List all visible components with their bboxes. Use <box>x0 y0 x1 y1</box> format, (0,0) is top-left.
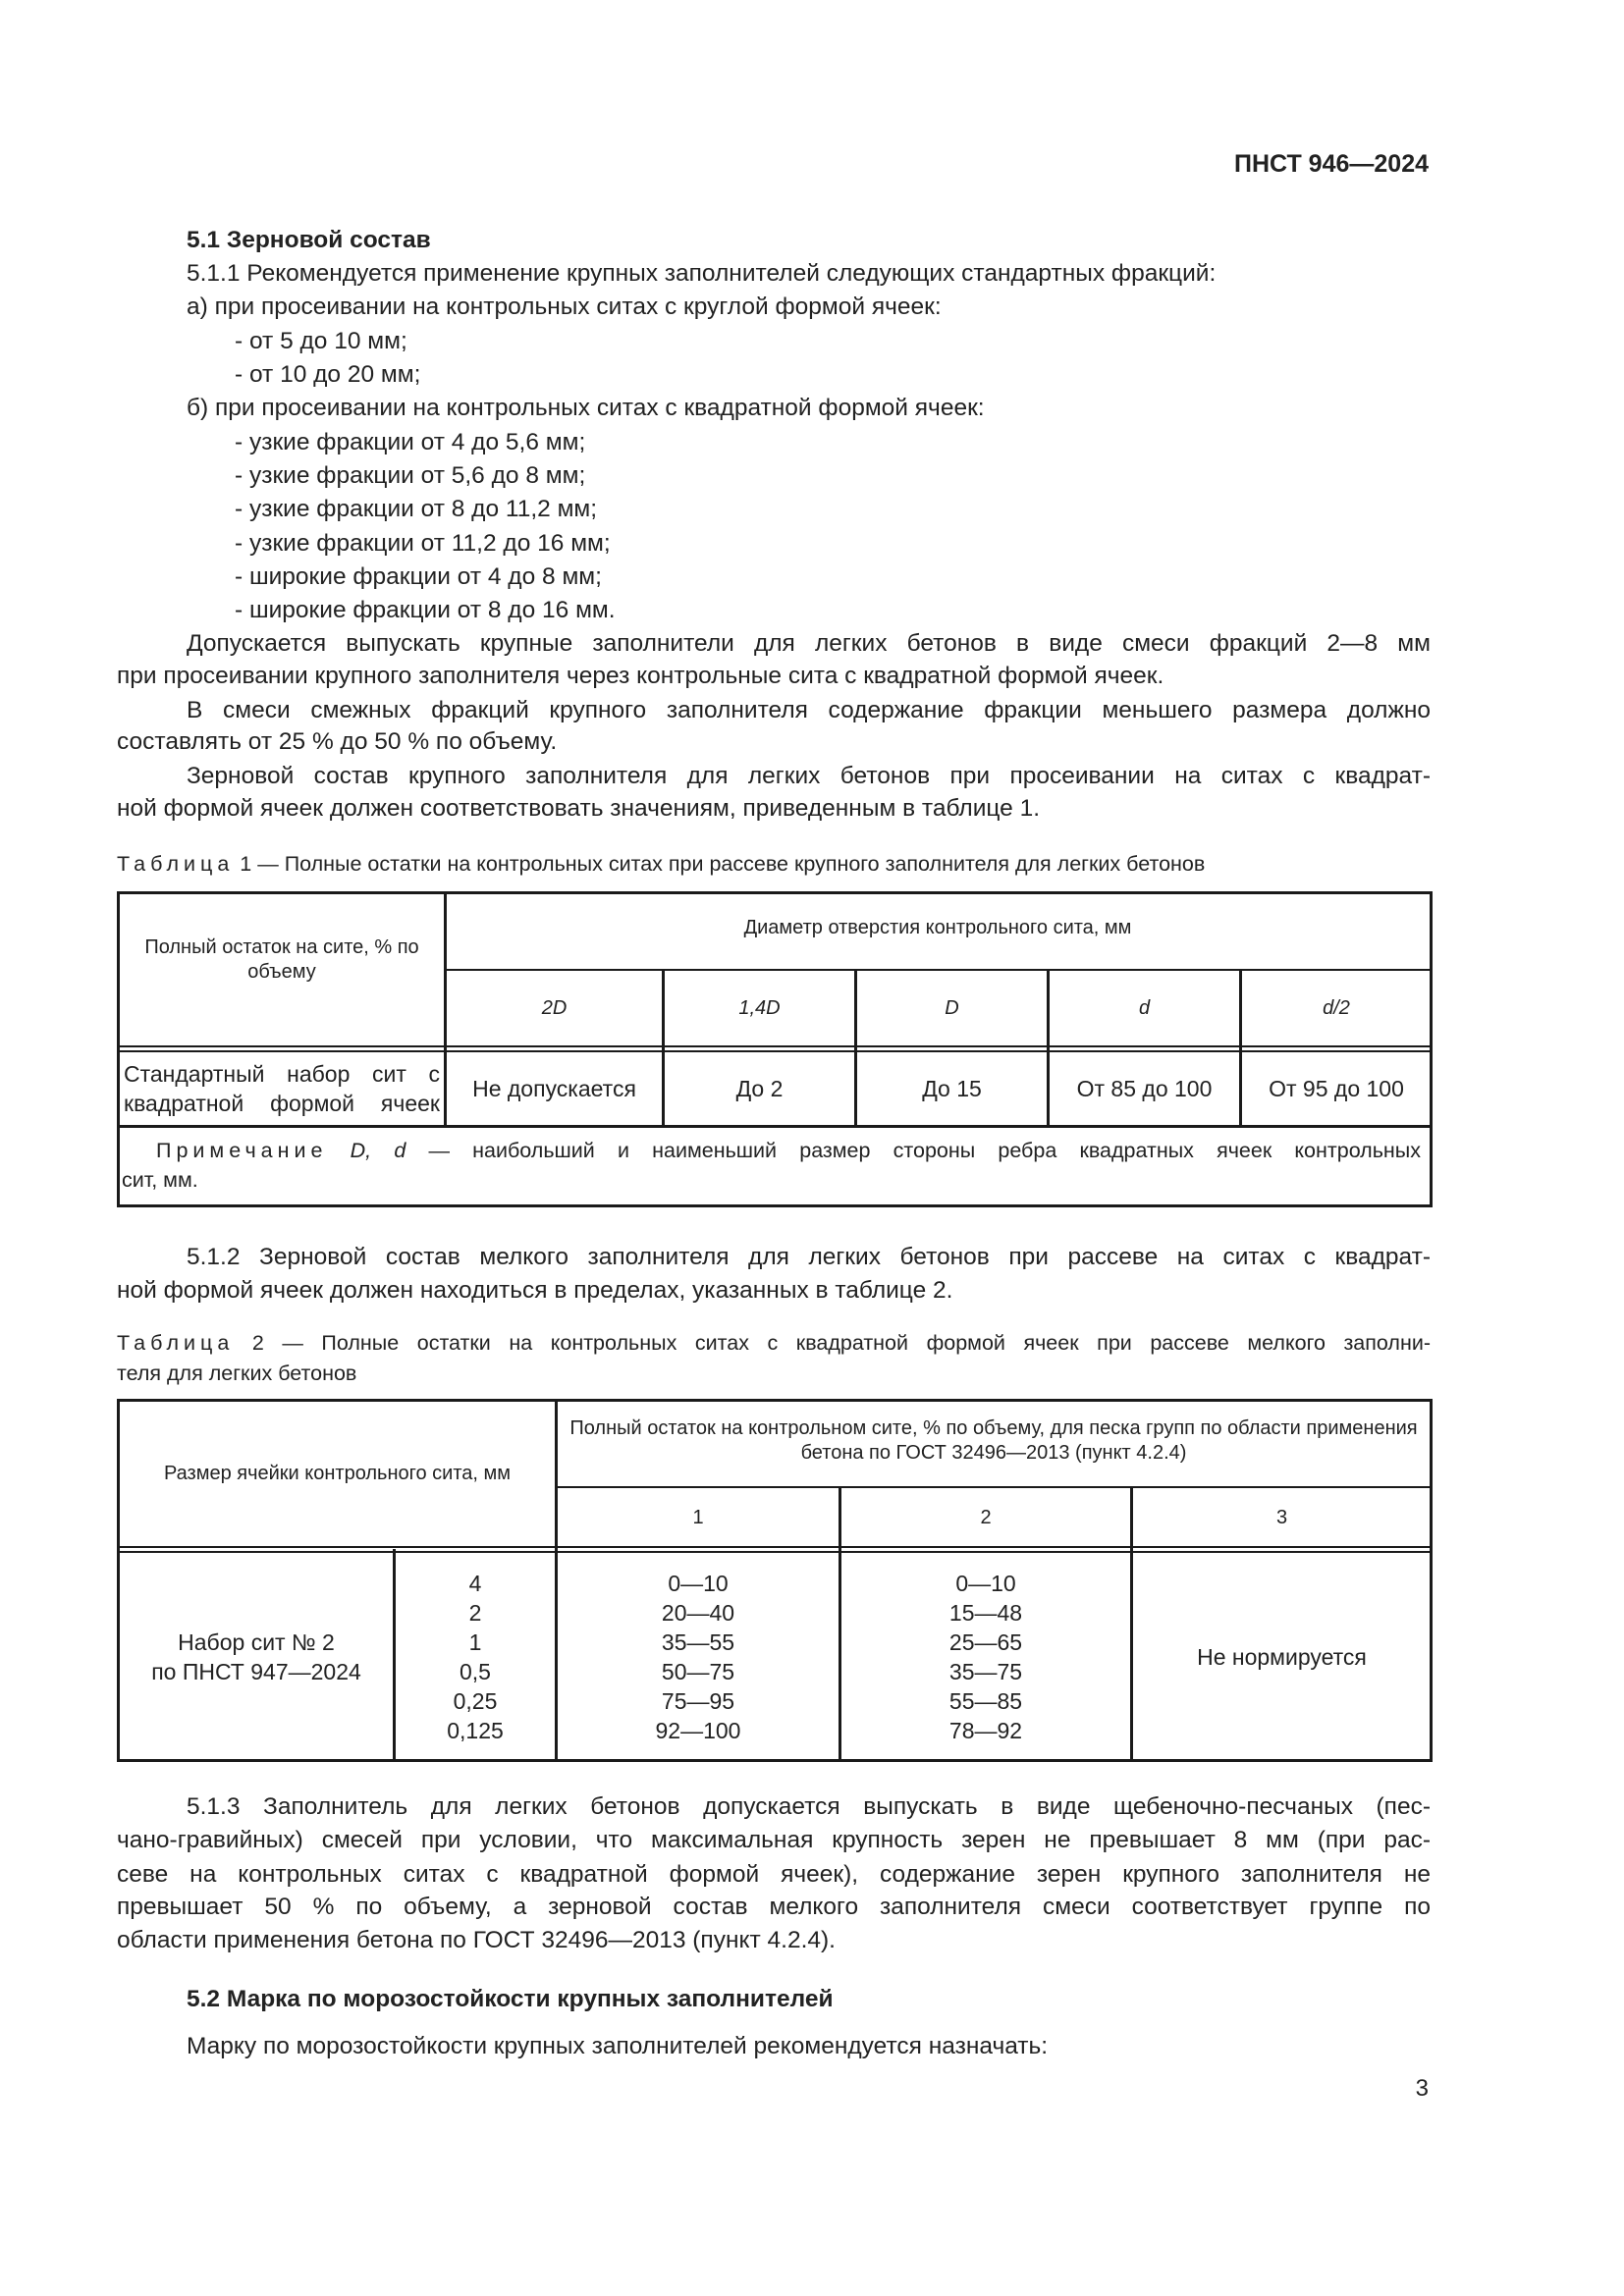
paragraph-line: Допускается выпускать крупные заполнители для легких бетонов в виде смеси фракций 2—8 мм <box>187 630 1431 657</box>
table2-col-header: 3 <box>1275 1506 1288 1528</box>
table2-group-header: Полный остаток на контрольном сите, % по объему, для песка групп по области применения бетона по ГОСТ 32496—2013 (пункт 4.2.4) <box>569 1417 1418 1464</box>
residue-range: 0—10 <box>955 1571 1016 1596</box>
table2-divider <box>117 1546 1433 1548</box>
residue-range: 75—95 <box>661 1688 735 1714</box>
table2-row-header: Размер ячейки контрольного сита, мм <box>163 1462 512 1484</box>
residue-range: 50—75 <box>661 1659 735 1684</box>
table2-caption <box>117 1328 1431 1358</box>
table2-group1 <box>558 1554 839 1760</box>
table2-divider <box>117 1551 1433 1553</box>
table1-divider <box>117 1050 1433 1052</box>
table2-sizes <box>396 1554 555 1760</box>
residue-range: 20—40 <box>661 1600 735 1626</box>
note-text: — наибольший и наименьший размер стороны ребра квадратных ячеек контрольных <box>428 1139 1421 1162</box>
sieve-size: 0,25 <box>453 1688 498 1714</box>
residue-range: 35—75 <box>948 1659 1023 1684</box>
note-label: Примечание <box>156 1139 328 1162</box>
paragraph-line: севе на контрольных ситах с квадратной формой ячеек), содержание зерен крупного заполнителя не <box>117 1861 1431 1888</box>
paragraph-line: области применения бетона по ГОСТ 32496—2013 (пункт 4.2.4). <box>117 1927 836 1953</box>
list-subitem: - узкие фракции от 5,6 до 8 мм; <box>235 462 586 489</box>
sieve-set-line: по ПНСТ 947—2024 <box>151 1659 361 1684</box>
section-heading-5-2: 5.2 Марка по морозостойкости крупных заполнителей <box>187 1986 834 2012</box>
list-subitem: - узкие фракции от 11,2 до 16 мм; <box>235 530 611 557</box>
table2-group3: Не нормируется <box>1197 1644 1367 1670</box>
sieve-size: 1 <box>468 1629 482 1655</box>
sieve-size: 2 <box>468 1600 482 1626</box>
table1-col-header: 1,4D <box>738 996 781 1019</box>
table1-caption-text: 1 — Полные остатки на контрольных ситах при рассеве крупного заполнителя для легких бетонов <box>234 852 1206 876</box>
table1-col-header: 2D <box>541 996 568 1019</box>
list-subitem: - широкие фракции от 8 до 16 мм. <box>235 597 616 623</box>
paragraph-line: составлять от 25 % до 50 % по объему. <box>117 728 558 755</box>
list-subitem: - узкие фракции от 4 до 5,6 мм; <box>235 429 586 455</box>
table1-row-label-text: Стандартный набор сит с квадратной формой ячеек <box>124 1061 440 1116</box>
paragraph-line: Зерновой состав крупного заполнителя для легких бетонов при просеивании на ситах с квадрат- <box>187 763 1431 789</box>
table1-caption <box>117 849 1205 879</box>
paragraph-line: ной формой ячеек должен соответствовать значениям, приведенным в таблице 1. <box>117 795 1041 822</box>
residue-range: 25—65 <box>948 1629 1023 1655</box>
list-item-b: б) при просеивании на контрольных ситах с квадратной формой ячеек: <box>187 395 985 421</box>
table2-divider <box>555 1486 1431 1488</box>
paragraph-line: 5.1.2 Зерновой состав мелкого заполнителя для легких бетонов при рассеве на ситах с квадрат- <box>187 1244 1431 1270</box>
paragraph-line: 5.1.3 Заполнитель для легких бетонов допускается выпускать в виде щебеночно-песчаных (пес- <box>187 1793 1431 1820</box>
paragraph-line: Марку по морозостойкости крупных заполнителей рекомендуется назначать: <box>187 2033 1049 2059</box>
table1-cell: Не допускается <box>472 1076 636 1101</box>
note-vars: D, d <box>350 1139 406 1162</box>
document-id: ПНСТ 946—2024 <box>1234 150 1429 178</box>
paragraph-line: при просеивании крупного заполнителя через контрольные сита с квадратной формой ячеек. <box>117 663 1164 689</box>
table1-note-cont: сит, мм. <box>122 1168 198 1192</box>
paragraph-line: ной формой ячеек должен находиться в пределах, указанных в таблице 2. <box>117 1277 953 1304</box>
table1-cell: От 85 до 100 <box>1076 1076 1213 1101</box>
table2-col-header: 1 <box>692 1506 704 1528</box>
list-subitem: - от 10 до 20 мм; <box>235 361 421 388</box>
table1-col-header: d/2 <box>1323 996 1350 1019</box>
table1-cell: До 2 <box>735 1076 784 1101</box>
sieve-set-line: Набор сит № 2 <box>178 1629 335 1655</box>
table1-caption-label: Таблица <box>117 852 235 876</box>
residue-range: 92—100 <box>655 1718 741 1743</box>
residue-range: 35—55 <box>661 1629 735 1655</box>
table1-row-label <box>124 1053 440 1124</box>
table1-col-header: D <box>945 996 959 1019</box>
section-heading-5-1: 5.1 Зерновой состав <box>187 227 431 253</box>
table1-note <box>156 1136 1421 1165</box>
table1-col-header: d <box>1138 996 1151 1019</box>
list-subitem: - широкие фракции от 4 до 8 мм; <box>235 563 602 590</box>
table1-divider <box>117 1125 1433 1128</box>
list-subitem: - узкие фракции от 8 до 11,2 мм; <box>235 496 598 522</box>
page-number: 3 <box>1415 2075 1429 2102</box>
sieve-size: 0,125 <box>447 1718 504 1743</box>
paragraph-line: превышает 50 % по объему, а зерновой состав мелкого заполнителя смеси соответствует группе по <box>117 1894 1431 1920</box>
paragraph-5-1-1: 5.1.1 Рекомендуется применение крупных заполнителей следующих стандартных фракций: <box>187 260 1217 287</box>
table2-caption-text: 2 — Полные остатки на контрольных ситах с квадратной формой ячеек при рассеве мелкого заполни- <box>234 1331 1431 1355</box>
residue-range: 15—48 <box>948 1600 1023 1626</box>
list-item-a: а) при просеивании на контрольных ситах с круглой формой ячеек: <box>187 294 942 320</box>
residue-range: 55—85 <box>948 1688 1023 1714</box>
table2-caption-cont: теля для легких бетонов <box>117 1362 357 1385</box>
table2-caption-label: Таблица <box>117 1331 235 1355</box>
sieve-size: 4 <box>468 1571 482 1596</box>
table2-group2 <box>841 1554 1130 1760</box>
table2-sieve-set <box>120 1554 393 1760</box>
table1-group-header: Диаметр отверстия контрольного сита, мм <box>743 916 1132 938</box>
table1-divider <box>444 969 1431 971</box>
table1-cell: До 15 <box>922 1076 982 1101</box>
table1-cell: От 95 до 100 <box>1269 1076 1404 1101</box>
table2-col-header: 2 <box>980 1506 992 1528</box>
residue-range: 78—92 <box>948 1718 1023 1743</box>
table1-row-header: Полный остаток на сите, % по объему <box>144 936 419 983</box>
list-subitem: - от 5 до 10 мм; <box>235 328 407 354</box>
sieve-size: 0,5 <box>460 1659 491 1684</box>
paragraph-line: чано-гравийных) смесей при условии, что максимальная крупность зерен не превышает 8 мм (при рас- <box>117 1827 1431 1853</box>
paragraph-line: В смеси смежных фракций крупного заполнителя содержание фракции меньшего размера должно <box>187 697 1431 723</box>
residue-range: 0—10 <box>668 1571 729 1596</box>
